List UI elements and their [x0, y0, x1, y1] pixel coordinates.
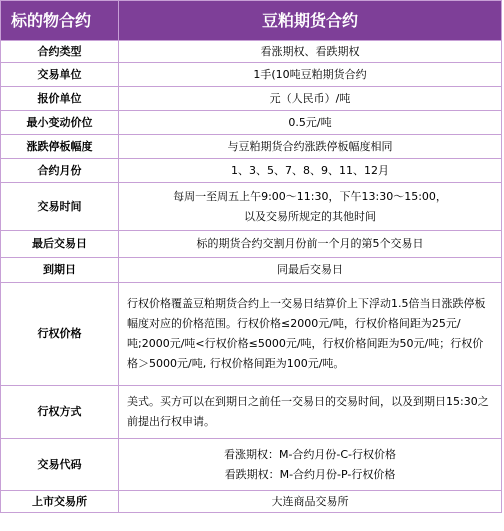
- row-exchange: [1, 491, 502, 513]
- row-contract-months: [1, 159, 502, 183]
- table-header-row: [1, 1, 502, 41]
- trading-hours-line: 每周一至周五上午9:00～11:30，下午13:30～15:00，: [173, 189, 447, 203]
- row-label: 涨跌停板幅度: [1, 135, 119, 159]
- row-value: 1、3、5、7、8、9、11、12月: [119, 159, 502, 183]
- row-price-limit: [1, 135, 502, 159]
- row-min-tick: [1, 111, 502, 135]
- row-value: 元（人民币）/吨: [119, 87, 502, 111]
- row-value: 看涨期权、看跌期权: [119, 41, 502, 63]
- row-expiry-date: [1, 258, 502, 283]
- row-label: 行权价格: [1, 283, 119, 386]
- row-trading-unit: [1, 63, 502, 87]
- row-label: 到期日: [1, 258, 119, 283]
- row-last-trading-day: [1, 231, 502, 258]
- row-label: 交易代码: [1, 439, 119, 491]
- row-label: 行权方式: [1, 386, 119, 439]
- row-label: 最小变动价位: [1, 111, 119, 135]
- row-value: 与豆粕期货合约涨跌停板幅度相同: [119, 135, 502, 159]
- put-code-line: 看跌期权：M-合约月份-P-行权价格: [224, 467, 396, 481]
- row-value: 美式。买方可以在到期日之前任一交易日的交易时间，以及到期日15:30之前提出行权申请。: [119, 386, 502, 439]
- row-trading-hours: [1, 183, 502, 231]
- row-quote-unit: [1, 87, 502, 111]
- row-label: 合约月份: [1, 159, 119, 183]
- row-value: 大连商品交易所: [119, 491, 502, 513]
- row-value: 1手(10吨豆粕期货合约: [119, 63, 502, 87]
- row-label: 最后交易日: [1, 231, 119, 258]
- row-value: [119, 183, 502, 231]
- row-exercise-style: [1, 386, 502, 439]
- row-contract-type: [1, 41, 502, 63]
- row-label: 交易单位: [1, 63, 119, 87]
- row-trading-code: [1, 439, 502, 491]
- trading-hours-line: 以及交易所规定的其他时间: [244, 209, 376, 223]
- row-label: 上市交易所: [1, 491, 119, 513]
- call-code-line: 看涨期权：M-合约月份-C-行权价格: [223, 447, 397, 461]
- header-contract-title: 豆粕期货合约: [119, 1, 502, 41]
- header-underlying-label: 标的物合约: [1, 1, 119, 41]
- row-value: 同最后交易日: [119, 258, 502, 283]
- row-value: 行权价格覆盖豆粕期货合约上一交易日结算价上下浮动1.5倍当日涨跌停板幅度对应的价格范围。行权价格≤2000元/吨，行权价格间距为25元/吨;2000元/吨<行权价格≤5000元/吨，行权价格间距为50元/吨；行权价格＞5000元/吨, 行权价格间距为100元/吨。: [119, 283, 502, 386]
- row-label: 交易时间: [1, 183, 119, 231]
- row-strike-price: [1, 283, 502, 386]
- row-value: 0.5元/吨: [119, 111, 502, 135]
- row-value: [119, 439, 502, 491]
- row-label: 合约类型: [1, 41, 119, 63]
- row-value: 标的期货合约交割月份前一个月的第5个交易日: [119, 231, 502, 258]
- row-label: 报价单位: [1, 87, 119, 111]
